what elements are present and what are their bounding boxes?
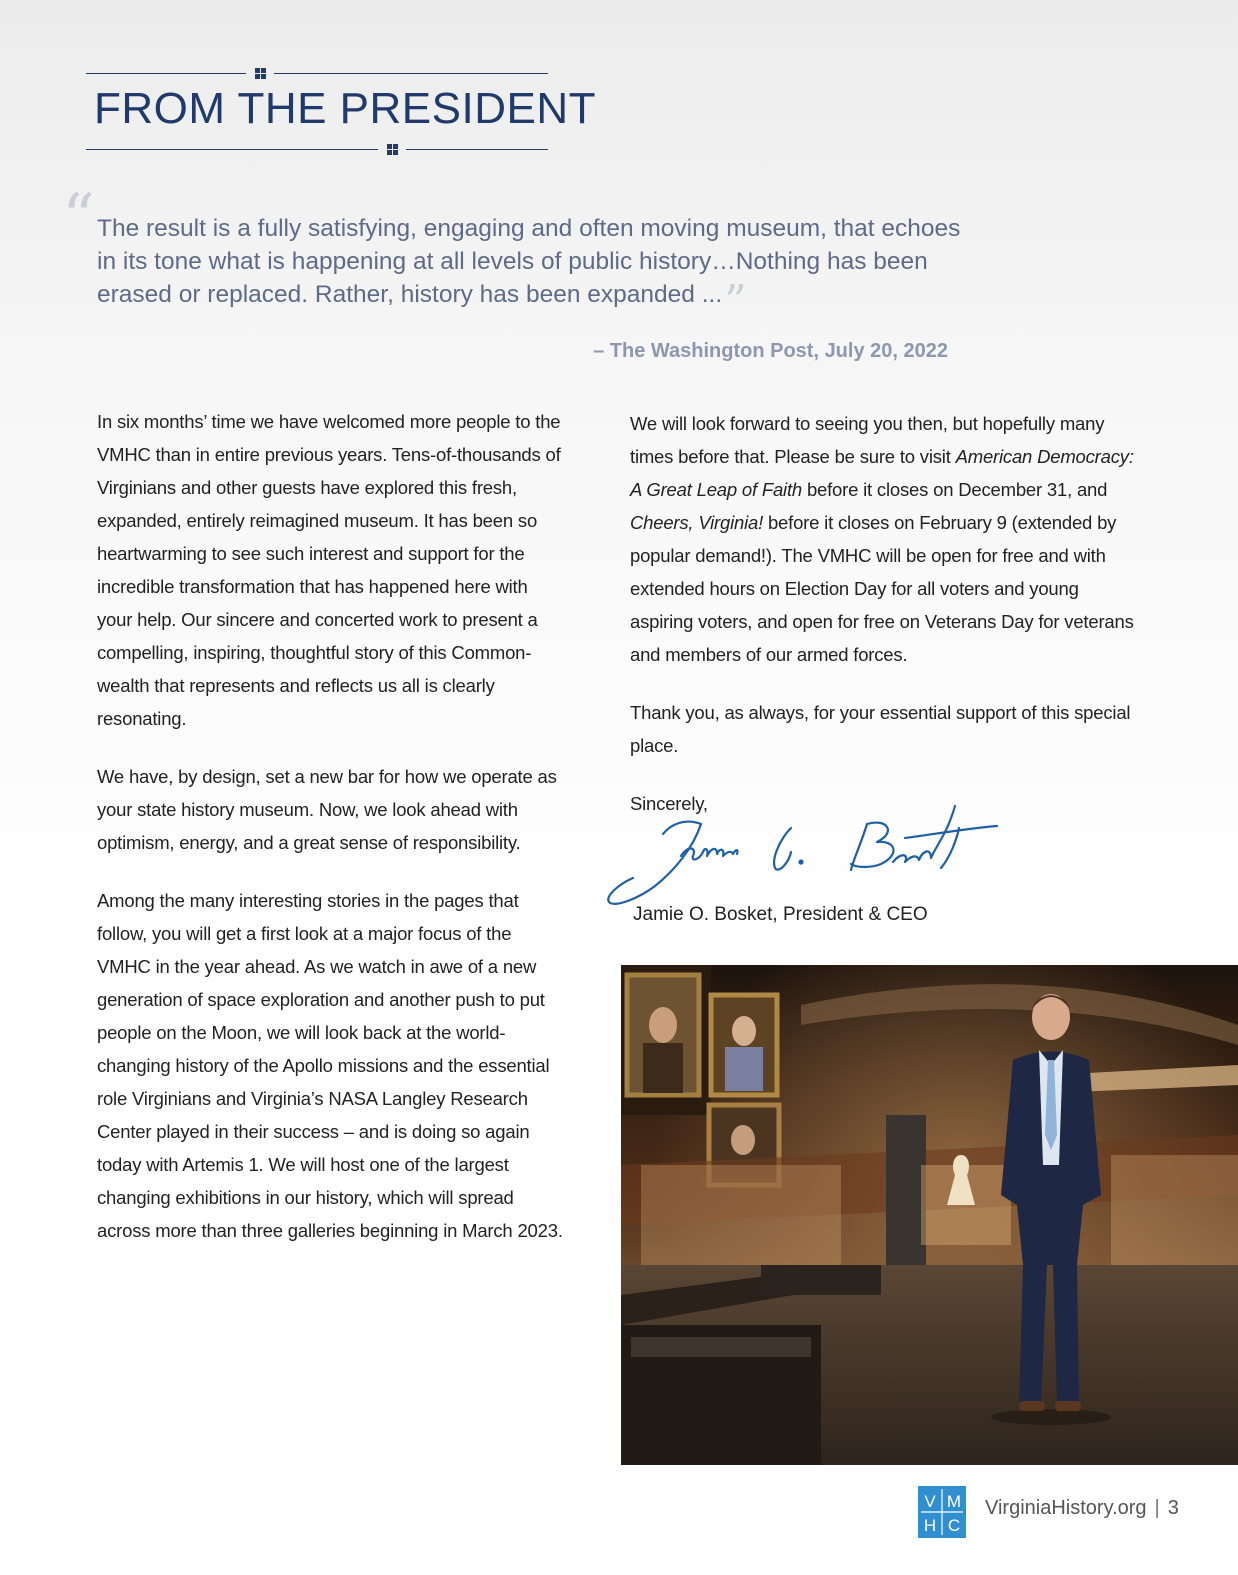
right-paragraph-1 (630, 407, 1140, 671)
exhibit-title-cheers-virginia: Cheers, Virginia! (630, 512, 764, 533)
p1-text-a: We will look forward to seeing you then, but hopefully many times before that. Please be sure to visit (630, 413, 1105, 467)
footer-separator: | (1154, 1497, 1160, 1519)
p1-text-b: before it closes on December 31, and (802, 479, 1108, 500)
left-paragraph-2: We have, by design, set a new bar for how we operate as your state history museum. Now, we look ahead with optimism, energy, and a great sense of responsibility. (97, 766, 557, 853)
right-paragraph-2: Thank you, as always, for your essential support of this special place. (630, 702, 1131, 756)
section-header (86, 66, 597, 156)
footer (985, 1497, 1179, 1520)
p1-text-c: before it closes on February 9 (extended by popular demand!). The VMHC will be open for free and with extended hours on Election Day for all voters and young aspiring voters, and open for free on Veterans Day for veterans and members of our armed forces. (630, 512, 1134, 665)
logo-letter-h: H (923, 1516, 937, 1535)
logo-letter-v: V (924, 1492, 936, 1511)
signature-name: Jamie O. Bosket, President & CEO (633, 904, 928, 925)
quote-attribution: – The Washington Post, July 20, 2022 (593, 340, 948, 362)
close-quote-icon: ” (724, 276, 747, 327)
page-number: 3 (1167, 1497, 1179, 1519)
quote-text: The result is a fully satisfying, engaging and often moving museum, that echoes in its tone what is happening at all levels of public history…Nothing has been erased or replaced. Rather, history has been expanded ... (97, 215, 961, 308)
left-paragraph-3: Among the many interesting stories in the pages that follow, you will get a first look at a major focus of the VMHC in the year ahead. As we watch in awe of a new generation of space exploration and another push to put people on the Moon, we will look back at the world-changing history of the Apollo missions and the essential role Virginians and Virginia’s NASA Langley Research Center played in their success – and is doing so again today with Artemis 1. We will host one of the largest changing exhibitions in our history, which will spread across more than three galleries beginning in March 2023. (97, 890, 563, 1241)
left-column (97, 405, 567, 1272)
website-link[interactable]: VirginiaHistory.org (985, 1497, 1147, 1519)
header-rule-top-left (86, 73, 246, 74)
header-rule-bottom-left (86, 149, 378, 150)
closing: Sincerely, (630, 793, 708, 814)
open-quote-icon: “ (62, 181, 95, 255)
logo-letter-c: C (947, 1516, 961, 1535)
quote-body (97, 212, 967, 327)
header-ornament-top (255, 68, 266, 79)
signature (605, 798, 1005, 908)
vmhc-logo (918, 1486, 966, 1538)
header-ornament-bottom (387, 144, 398, 155)
museum-gallery-photo (621, 965, 1238, 1465)
page-title: FROM THE PRESIDENT (94, 84, 597, 133)
header-rule-bottom-right (406, 149, 548, 150)
logo-letter-m: M (946, 1492, 962, 1511)
header-rule-top-right (274, 73, 548, 74)
president-in-gallery-image (621, 965, 1238, 1465)
left-paragraph-1: In six months’ time we have welcomed more people to the VMHC than in entire previous years. Tens-of-thousands of Virginians and other guests have explored this fresh, expanded, entirely reimagined museum. It has been so heartwarming to see such interest and support for the incredible transformation that has happened here with your help. Our sincere and concerted work to present a compelling, inspiring, thoughtful story of this Common-wealth that represents and reflects us all is clearly resonating. (97, 411, 561, 729)
right-column (630, 407, 1140, 845)
exhibit-title-american-democracy: American Democracy: A Great Leap of Faith (630, 446, 1134, 500)
